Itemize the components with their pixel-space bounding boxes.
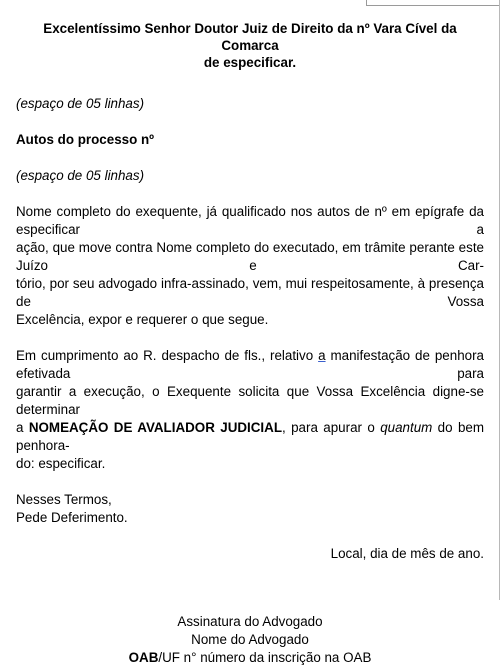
signature-block xyxy=(16,613,484,667)
paragraph-request-line xyxy=(16,347,484,383)
place-and-date: Local, dia de mês de ano. xyxy=(330,546,484,561)
addressee-line-1: Excelentíssimo Senhor Doutor Juiz de Direito da nº Vara Cível da Comarca xyxy=(43,21,457,53)
signature-line: Assinatura do Advogado xyxy=(177,614,323,629)
text-run: , para apurar o xyxy=(282,420,381,435)
hyperlink-a[interactable]: a xyxy=(318,348,326,363)
paragraph-request-line: do: especificar. xyxy=(16,456,106,471)
appraiser-nomination-text: NOMEAÇÃO DE AVALIADOR JUDICIAL xyxy=(28,420,283,435)
paragraph-request-line xyxy=(16,419,484,455)
text-run: do bem penhora- xyxy=(16,420,484,453)
spacing-note-2: (espaço de 05 linhas) xyxy=(16,168,145,183)
petition-document xyxy=(16,20,484,667)
text-run: manifestação de penhora efetivada para xyxy=(16,348,485,381)
oab-registration xyxy=(16,649,484,667)
addressee-heading xyxy=(16,20,484,71)
paragraph-intro-line: tório, por seu advogado infra-assinado, vem, mui respeitosamente, à presença de Vossa xyxy=(16,276,484,309)
lawyer-name: Nome do Advogado xyxy=(191,632,309,647)
text-run: a xyxy=(16,420,29,435)
paragraph-intro-line: ação, que move contra Nome completo do executado, em trâmite perante este Juízo e Car- xyxy=(16,240,484,273)
closing-line-1: Nesses Termos, xyxy=(16,492,112,507)
paragraph-request xyxy=(16,347,484,473)
spacing-note-1: (espaço de 05 linhas) xyxy=(16,96,145,111)
paragraph-intro-line: Excelência, expor e requerer o que segue. xyxy=(16,312,269,327)
paragraph-intro xyxy=(16,203,484,329)
paragraph-request-line: garantir a execução, o Exequente solicita que Vossa Excelência digne-se determinar xyxy=(16,384,484,417)
text-run: Em cumprimento ao R. despacho de fls., relativo xyxy=(16,348,319,363)
paragraph-intro-line: Nome completo do exequente, já qualificado nos autos de nº em epígrafe da especificar a xyxy=(16,204,484,237)
quantum-text: quantum xyxy=(380,420,433,435)
oab-label: OAB xyxy=(128,650,159,665)
closing-line-2: Pede Deferimento. xyxy=(16,510,128,525)
case-number-label: Autos do processo nº xyxy=(16,132,155,147)
corner-frame xyxy=(366,0,500,6)
addressee-line-2: de especificar. xyxy=(203,55,297,70)
oab-number-text: /UF n° número da inscrição na OAB xyxy=(158,650,372,665)
closing-block xyxy=(16,491,484,527)
